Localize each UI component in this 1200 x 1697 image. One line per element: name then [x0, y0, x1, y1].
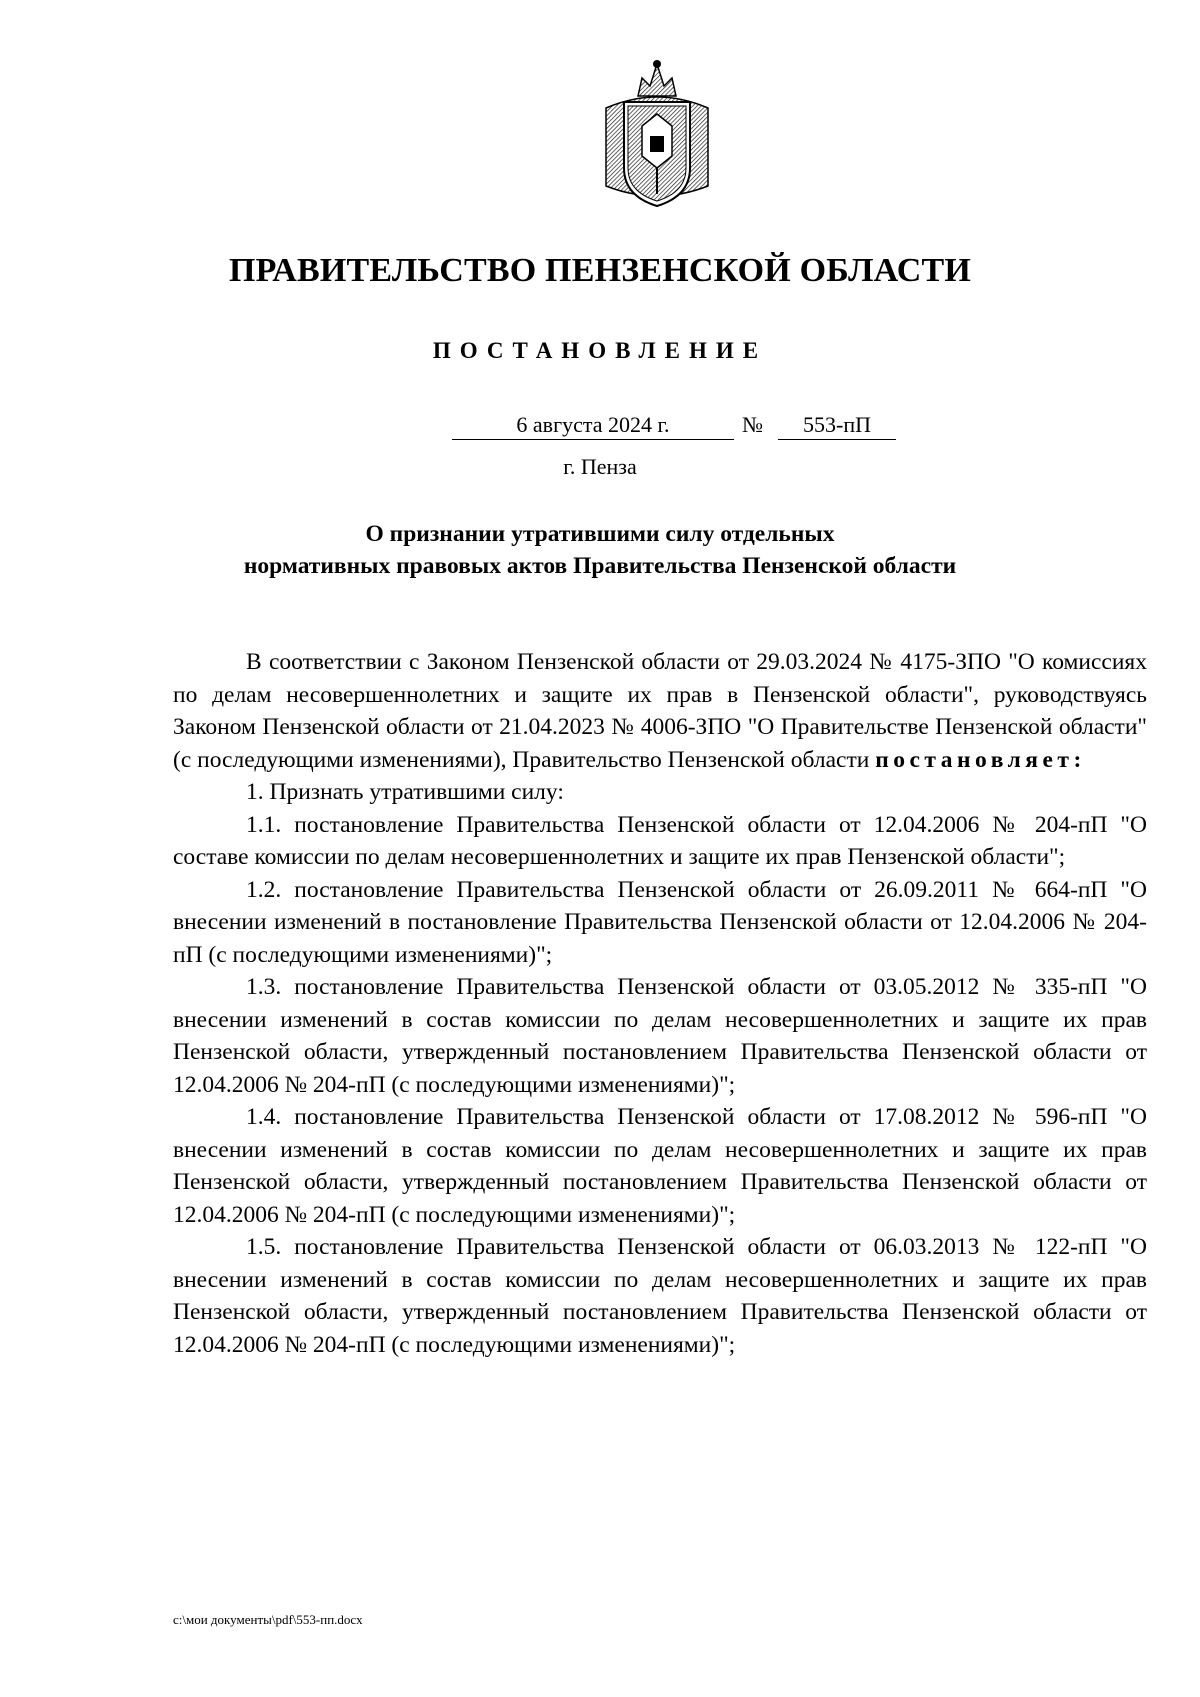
- document-number: 553-пП: [778, 413, 896, 440]
- subject-line-1: О признании утратившими силу отдельных: [365, 521, 835, 547]
- organization-title: ПРАВИТЕЛЬСТВО ПЕНЗЕНСКОЙ ОБЛАСТИ: [228, 252, 971, 289]
- number-sign: №: [742, 412, 763, 437]
- document-subject: [0, 518, 1200, 582]
- subitem-1-1: 1.1. постановление Правительства Пензенской области от 12.04.2006 № 204-пП "О составе комиссии по делам несовершеннолетних и защите их прав Пензенской области";: [173, 811, 1147, 870]
- document-type: ПОСТАНОВЛЕНИЕ: [432, 338, 768, 363]
- preamble-paragraph: [173, 646, 1147, 776]
- document-body: [173, 646, 1147, 1361]
- footer-file-path: c:\мои документы\pdf\553-пп.docx: [173, 1612, 363, 1627]
- subject-line-2: нормативных правовых актов Правительства Пензенской области: [243, 553, 957, 579]
- preamble-text: В соответствии с Законом Пензенской области от 29.03.2024 № 4175-ЗПО "О комиссиях по делам несовершеннолетних и защите их прав в Пензенской области", руководствуясь Законом Пензенской области от 21.04.2023 № 4006-ЗПО "О Правительстве Пензенской области" (с последующими изменениями), Правительство Пензенской области: [173, 649, 1147, 773]
- coat-of-arms-icon: [598, 56, 716, 214]
- subitem-1-5: 1.5. постановление Правительства Пензенской области от 06.03.2013 № 122-пП "О внесении изменений в состав комиссии по делам несовершеннолетних и защите их прав Пензенской области, утвержденный постановлением Правительства Пензенской области от 12.04.2006 № 204-пП (с последующими изменениями)";: [173, 1234, 1147, 1358]
- subitem-1-3: 1.3. постановление Правительства Пензенской области от 03.05.2012 № 335-пП "О внесении изменений в состав комиссии по делам несовершеннолетних и защите их прав Пензенской области, утвержденный постановлением Правительства Пензенской области от 12.04.2006 № 204-пП (с последующими изменениями)";: [173, 974, 1147, 1098]
- subitem-1-2: 1.2. постановление Правительства Пензенской области от 26.09.2011 № 664-пП "О внесении изменений в постановление Правительства Пензенской области от 12.04.2006 № 204-пП (с последующими изменениями)";: [173, 876, 1147, 968]
- subitem-1-4: 1.4. постановление Правительства Пензенской области от 17.08.2012 № 596-пП "О внесении изменений в состав комиссии по делам несовершеннолетних и защите их прав Пензенской области, утвержденный постановлением Правительства Пензенской области от 12.04.2006 № 204-пП (с последующими изменениями)";: [173, 1104, 1147, 1228]
- decree-word: постановляет:: [875, 746, 1086, 773]
- document-date: 6 августа 2024 г.: [452, 413, 734, 440]
- item-1: 1. Признать утратившими силу:: [246, 779, 564, 805]
- document-city: г. Пенза: [563, 454, 637, 479]
